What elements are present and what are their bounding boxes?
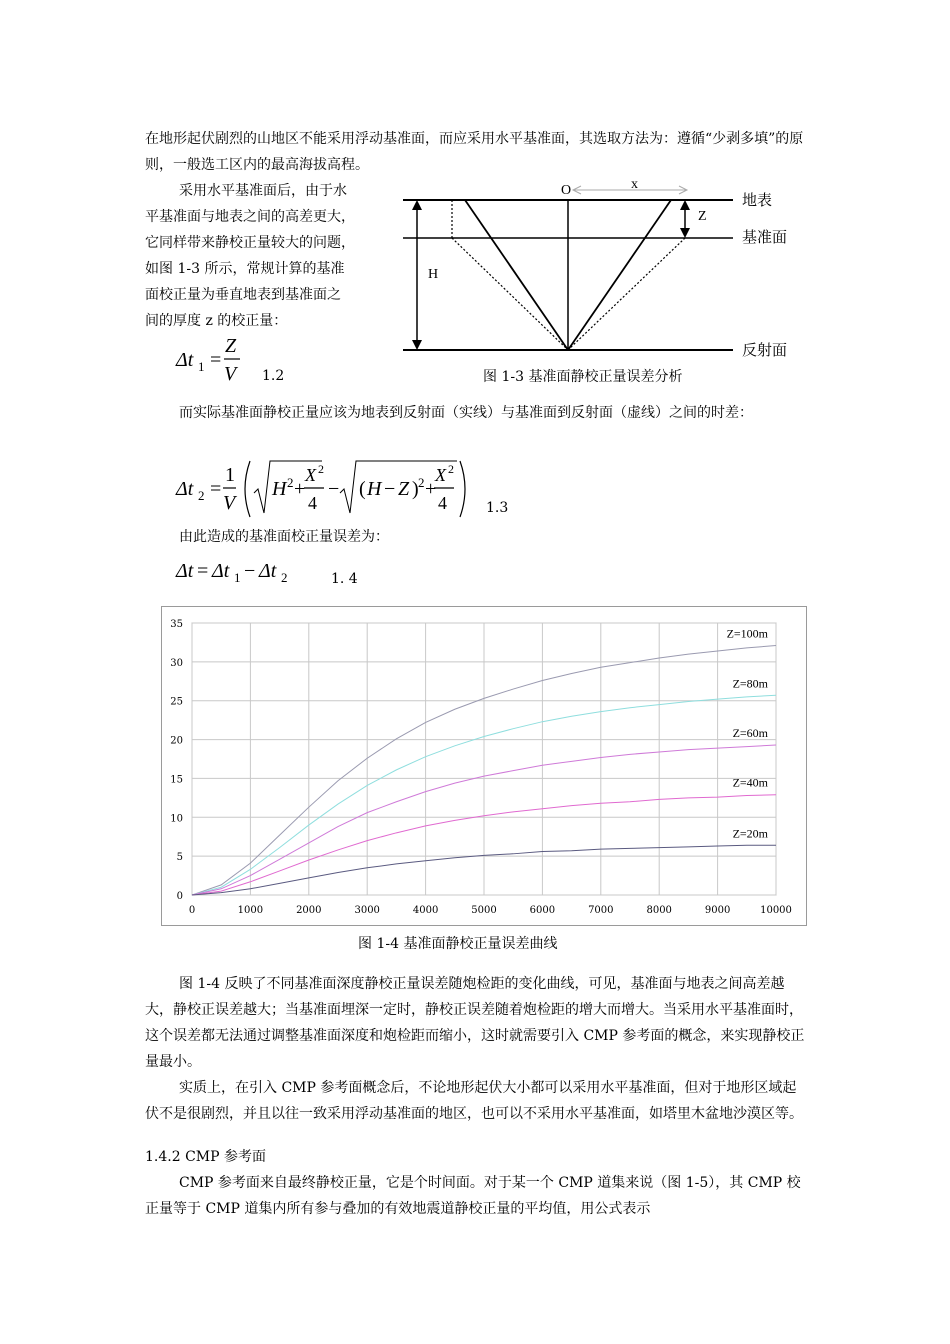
paragraph-2-line: 采用水平基准面后，由于水 — [179, 183, 347, 199]
paragraph-1: 在地形起伏剧烈的山地区不能采用浮动基准面，而应采用水平基准面，其选取方法为：遵循“少剥多填”的原则，一般选工区内的最高海拔高程。 — [145, 131, 804, 173]
x-tick-label: 10000 — [760, 905, 792, 916]
equation-1-4-number: 1. 4 — [331, 571, 358, 587]
x-tick-label: 4000 — [412, 905, 439, 916]
figure-1-4-caption: 图 1-4 基准面静校正量误差曲线 — [358, 936, 558, 952]
svg-text:X: X — [435, 465, 446, 485]
svg-text:Z: Z — [398, 478, 410, 500]
series-label: Z=20m — [732, 826, 768, 841]
svg-text:−: − — [328, 478, 340, 500]
equation-1-4 — [172, 555, 322, 589]
svg-text:H: H — [272, 478, 287, 500]
svg-text:2: 2 — [198, 488, 205, 503]
y-tick-label: 35 — [170, 619, 183, 630]
svg-text:H: H — [367, 478, 382, 500]
svg-text:(: ( — [359, 478, 366, 500]
svg-text:=: = — [210, 478, 222, 500]
equation-1-3 — [172, 455, 482, 525]
paragraph-2-line: 间的厚度 z 的校正量： — [145, 313, 288, 329]
y-tick-label: 30 — [170, 657, 183, 669]
paragraph-2-line: 它同样带来静校正量较大的问题， — [145, 235, 355, 251]
label-reflector: 反射面 — [742, 341, 788, 359]
paragraph-4: 由此造成的基准面校正量误差为： — [179, 529, 389, 545]
svg-text:+: + — [425, 478, 437, 500]
paragraph-2 — [145, 178, 395, 334]
svg-text:V: V — [224, 363, 237, 385]
equation-1-3-number: 1.3 — [486, 500, 509, 516]
svg-text:Δt: Δt — [212, 560, 230, 582]
svg-text:4: 4 — [438, 493, 447, 513]
svg-text:−: − — [244, 560, 256, 582]
series-label: Z=60m — [732, 726, 768, 741]
y-tick-label: 25 — [170, 696, 183, 708]
svg-text:2: 2 — [418, 475, 425, 490]
label-datum: 基准面 — [742, 228, 788, 246]
svg-text:Δt: Δt — [176, 560, 194, 582]
paragraph-5: 图 1-4 反映了不同基准面深度静校正量误差随炮检距的变化曲线，可见，基准面与地表之间高差越大，静校正误差越大；当基准面埋深一定时，静校正误差随着炮检距的增大而增大。当采用水平基准面时，这个误差都无法通过调整基准面深度和炮检距而缩小，这时就需要引入 CMP 参考面的概念，来实现静校正量最小。 — [145, 976, 805, 1070]
svg-text:=: = — [197, 560, 209, 582]
svg-text:X: X — [305, 465, 316, 485]
label-x: x — [631, 177, 638, 192]
x-tick-label: 3000 — [354, 905, 380, 916]
paragraph-2-line: 平基准面与地表之间的高差更大， — [145, 209, 355, 225]
svg-text:1: 1 — [198, 359, 205, 374]
x-tick-label: 8000 — [646, 905, 672, 916]
svg-text:−: − — [384, 478, 396, 500]
arrow-up-icon — [412, 200, 422, 210]
label-H: H — [428, 267, 439, 282]
y-tick-label: 20 — [170, 735, 183, 747]
svg-text:Δt: Δt — [259, 560, 277, 582]
series-label: Z=80m — [732, 676, 768, 691]
svg-text:1: 1 — [225, 464, 235, 486]
svg-text:2: 2 — [281, 570, 288, 585]
x-tick-label: 6000 — [529, 905, 556, 916]
x-tick-label: 2000 — [296, 905, 322, 916]
figure-1-4-chart — [161, 606, 807, 926]
y-tick-label: 10 — [170, 813, 183, 825]
series-label: Z=40m — [732, 775, 768, 790]
paragraph-3: 而实际基准面静校正量应该为地表到反射面（实线）与基准面到反射面（虚线）之间的时差： — [179, 405, 753, 421]
paragraph-2-line: 面校正量为垂直地表到基准面之 — [145, 287, 341, 303]
label-surface: 地表 — [742, 191, 773, 209]
y-tick-label: 5 — [176, 852, 183, 864]
svg-text:2: 2 — [287, 475, 294, 490]
svg-text:=: = — [210, 349, 222, 371]
paragraph-2-line: 如图 1-3 所示，常规计算的基准 — [145, 261, 345, 277]
svg-text:Δt: Δt — [176, 478, 194, 500]
x-tick-label: 7000 — [588, 905, 614, 916]
svg-text:2: 2 — [448, 462, 454, 476]
svg-text:1: 1 — [234, 570, 241, 585]
svg-text:Δt: Δt — [176, 349, 194, 371]
paragraph-7: CMP 参考面来自最终静校正量，它是个时间面。对于某一个 CMP 道集来说（图 1-5），其 CMP 校正量等于 CMP 道集内所有参与叠加的有效地震道静校正量的平均值，用公式表示 — [145, 1175, 801, 1217]
svg-text:Z: Z — [225, 335, 237, 357]
arrow-down-icon — [412, 340, 422, 350]
svg-text:2: 2 — [318, 462, 324, 476]
x-tick-label: 5000 — [471, 905, 497, 916]
x-tick-label: 0 — [188, 905, 196, 916]
svg-text:+: + — [294, 478, 306, 500]
svg-text:4: 4 — [308, 493, 317, 513]
figure-1-3-caption: 图 1-3 基准面静校正量误差分析 — [483, 369, 683, 385]
label-Z: Z — [698, 209, 707, 224]
svg-text:): ) — [412, 478, 419, 500]
section-heading: 1.4.2 CMP 参考面 — [145, 1149, 266, 1165]
equation-1-2-number: 1.2 — [262, 368, 285, 384]
series-label: Z=100m — [726, 626, 768, 641]
x-tick-label: 9000 — [704, 905, 731, 916]
y-tick-label: 15 — [170, 774, 183, 786]
label-O: O — [561, 183, 572, 198]
paragraph-6: 实质上，在引入 CMP 参考面概念后，不论地形起伏大小都可以采用水平基准面，但对于地形区域起伏不是很剧烈，并且以往一致采用浮动基准面的地区，也可以不采用水平基准面，如塔里木盆地沙漠区等。 — [145, 1080, 803, 1122]
svg-text:V: V — [223, 492, 236, 514]
y-tick-label: 0 — [176, 891, 183, 902]
x-tick-label: 1000 — [237, 905, 264, 916]
